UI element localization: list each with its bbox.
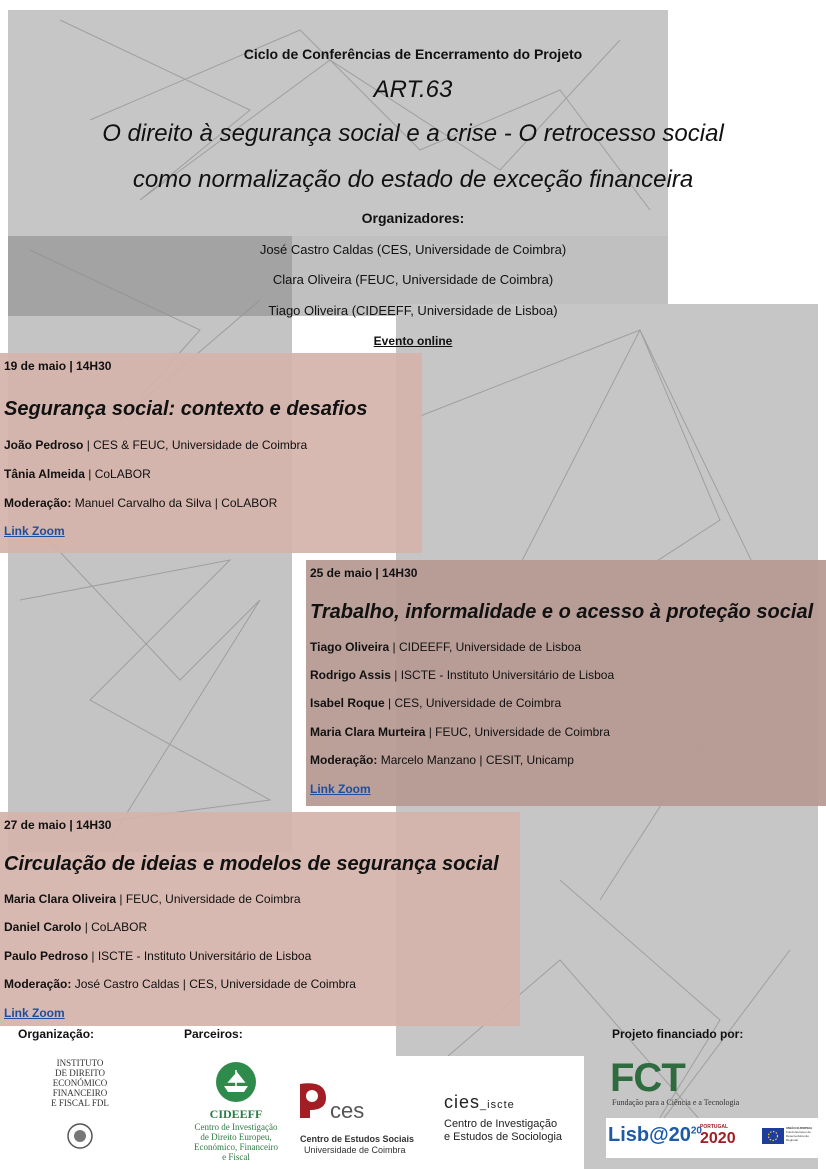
speaker-name: Maria Clara Murteira [310, 725, 426, 739]
portugal-year: 2020 [700, 1130, 736, 1147]
speaker-name: Tiago Oliveira [310, 640, 390, 654]
cideeff-line: Centro de Investigação [194, 1122, 278, 1132]
speaker-affil: | FEUC, Universidade de Coimbra [425, 725, 610, 739]
ideff-line: FINANCEIRO [52, 1088, 108, 1098]
cideeff-line: de Direito Europeu, [200, 1132, 272, 1142]
session-2-date: 25 de maio | 14H30 [310, 566, 418, 580]
session-1-speaker-2 [4, 467, 151, 481]
event-title-line2: como normalização do estado de exceção financeira [132, 166, 694, 193]
speaker-affil: | ISCTE - Instituto Universitário de Lisboa [390, 668, 615, 682]
speaker-affil: | CoLABOR [81, 920, 148, 934]
session-2-speaker-1 [310, 640, 581, 654]
portugal-label: PORTUGAL [700, 1124, 729, 1130]
cies-line2: e Estudos de Sociologia [444, 1131, 563, 1143]
cideeff-desc [186, 1122, 286, 1162]
session-3-speaker-1 [4, 892, 301, 906]
session-2-moderation [310, 753, 574, 767]
cies-word: cies [444, 1092, 481, 1112]
ideff-line: ECONÓMICO [52, 1078, 108, 1088]
organizer-2: Clara Oliveira (FEUC, Universidade de Coimbra) [272, 272, 554, 287]
ideff-line: INSTITUTO [56, 1058, 104, 1068]
speaker-name: Paulo Pedroso [4, 949, 89, 963]
cies-name [444, 1092, 515, 1113]
financiado-label: Projeto financiado por: [612, 1027, 744, 1041]
organizers-label: Organizadores: [361, 210, 465, 226]
session-2-zoom-link[interactable]: Link Zoom [310, 782, 371, 796]
speaker-affil: | CIDEEFF, Universidade de Lisboa [389, 640, 582, 654]
speaker-affil: | ISCTE - Instituto Universitário de Lisboa [88, 949, 312, 963]
session-3-panel [0, 812, 520, 1026]
speaker-name: Daniel Carolo [4, 920, 82, 934]
speaker-affil: | CoLABOR [84, 467, 151, 481]
cies-suffix: _iscte [480, 1099, 515, 1111]
session-2-speaker-2 [310, 668, 614, 682]
session-2-panel [306, 560, 826, 806]
ces-line1: Centro de Estudos Sociais [300, 1134, 415, 1144]
event-title-line1: O direito à segurança social e a crise - O retrocesso social [102, 120, 724, 147]
fct-logo: FCT [610, 1056, 685, 1100]
speaker-affil: | CES & FEUC, Universidade de Coimbra [83, 438, 308, 452]
cideeff-line: e Fiscal [222, 1152, 250, 1162]
ces-line2: Universidade de Coimbra [304, 1145, 406, 1155]
session-3-date: 27 de maio | 14H30 [4, 818, 112, 832]
session-2-speaker-4 [310, 725, 610, 739]
session-2-speaker-3 [310, 696, 561, 710]
moderator: José Castro Caldas | CES, Universidade de Coimbra [71, 977, 356, 991]
ideff-line: E FISCAL FDL [51, 1098, 109, 1108]
speaker-name: Tânia Almeida [4, 467, 85, 481]
session-3-moderation [4, 977, 356, 991]
speaker-name: João Pedroso [4, 438, 84, 452]
fct-sub: Fundação para a Ciência e a Tecnologia [612, 1098, 740, 1107]
speaker-affil: | CES, Universidade de Coimbra [384, 696, 562, 710]
speaker-name: Isabel Roque [310, 696, 385, 710]
ces-logo-icon [296, 1080, 332, 1120]
project-title: ART.63 [373, 76, 453, 103]
organizer-1: José Castro Caldas (CES, Universidade de Coimbra) [259, 242, 567, 257]
cycle-label: Ciclo de Conferências de Encerramento do Projeto [243, 46, 583, 62]
moderator: Marcelo Manzano | CESIT, Unicamp [377, 753, 574, 767]
organizer-3: Tiago Oliveira (CIDEEFF, Universidade de Lisboa) [268, 303, 558, 318]
eu-sub: Fundo Europeu de Desenvolvimento Regional [786, 1130, 811, 1142]
cideeff-ship-icon [214, 1060, 258, 1104]
moderation-label: Moderação: [4, 496, 72, 510]
cies-line1: Centro de Investigação [444, 1118, 558, 1130]
cideeff-line: Económico, Financeiro [194, 1142, 278, 1152]
session-1-zoom-link[interactable]: Link Zoom [4, 524, 65, 538]
session-1-moderation [4, 496, 277, 510]
session-3-speaker-2 [4, 920, 147, 934]
ces-name: ces [330, 1098, 365, 1123]
ideff-line: DE DIREITO [54, 1068, 106, 1078]
eu-label: UNIÃO EUROPEIA [786, 1126, 813, 1130]
organizacao-label: Organização: [18, 1027, 95, 1041]
parceiros-label: Parceiros: [184, 1027, 243, 1041]
online-label: Evento online [373, 334, 453, 348]
lisboa-sup: 20 [690, 1125, 702, 1137]
session-1-title: Segurança social: contexto e desafios [4, 398, 368, 420]
session-1-panel [0, 353, 422, 553]
session-3-speaker-3 [4, 949, 311, 963]
cideeff-name: CIDEEFF [209, 1107, 263, 1121]
moderation-label: Moderação: [310, 753, 378, 767]
portugal-2020-logo [700, 1124, 736, 1148]
session-1-date: 19 de maio | 14H30 [4, 359, 112, 373]
ideff-logo [30, 1058, 130, 1108]
session-3-zoom-link[interactable]: Link Zoom [4, 1006, 65, 1020]
speaker-name: Maria Clara Oliveira [4, 892, 117, 906]
speaker-name: Rodrigo Assis [310, 668, 391, 682]
ideff-seal-icon [66, 1122, 94, 1150]
lisboa-2020-logo [608, 1124, 702, 1147]
eu-flag-icon [762, 1128, 784, 1144]
session-2-title: Trabalho, informalidade e o acesso à proteção social [310, 601, 814, 623]
session-3-title: Circulação de ideias e modelos de segurança social [4, 853, 499, 875]
speaker-affil: | FEUC, Universidade de Coimbra [116, 892, 301, 906]
moderator: Manuel Carvalho da Silva | CoLABOR [71, 496, 278, 510]
lisboa-word: Lisb@20 [608, 1124, 691, 1146]
eu-text [786, 1126, 818, 1142]
session-1-speaker-1 [4, 438, 307, 452]
moderation-label: Moderação: [4, 977, 72, 991]
